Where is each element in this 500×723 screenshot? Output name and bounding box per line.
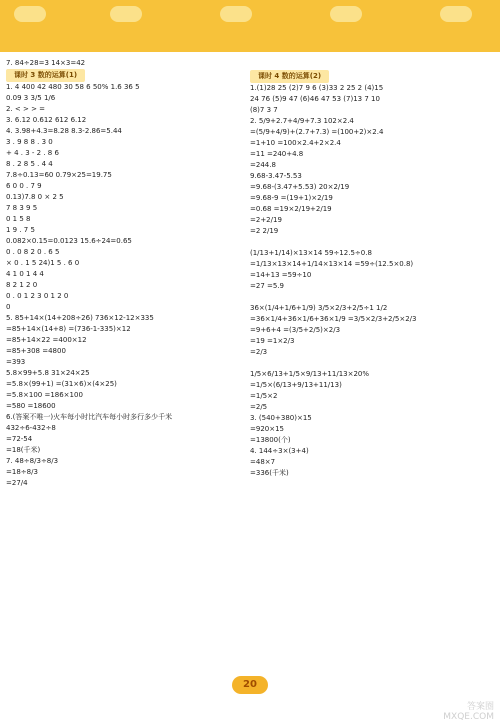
right-answer-line: =27 =5.9 — [250, 282, 284, 290]
left-answer-line: =72-54 — [6, 435, 33, 443]
cloud-icon — [110, 6, 142, 22]
right-answer-line: (1/13+1/14)×13×14 59÷12.5÷0.8 — [250, 249, 372, 257]
right-answer-line: 3. (540+380)×15 — [250, 414, 312, 422]
answer-content — [0, 52, 500, 723]
left-answer-line: =85+14×(14+8) =(736-1-335)×12 — [6, 325, 131, 333]
left-answer-line: 4. 3.98+4.3=8.28 8.3-2.86=5.44 — [6, 127, 122, 135]
cloud-icon — [330, 6, 362, 22]
right-answer-line: 1.(1)28 25 (2)7 9 6 (3)33 2 25 2 (4)15 — [250, 84, 384, 92]
right-answer-line: 9.68-3.47-5.53 — [250, 172, 302, 180]
right-answer-line: =2+2/19 — [250, 216, 282, 224]
right-answer-line: =14+13 =59÷10 — [250, 271, 312, 279]
right-answer-line: =1+10 =100×2.4+2×2.4 — [250, 139, 341, 147]
left-answer-line: 7. 84÷28=3 14×3=42 — [6, 59, 86, 67]
right-answer-line: =920×15 — [250, 425, 284, 433]
right-answer-line: 2. 5/9+2.7+4/9+7.3 102×2.4 — [250, 117, 354, 125]
right-answer-line: 36×(1/4+1/6+1/9) 3/5×2/3+2/5÷1 1/2 — [250, 304, 388, 312]
right-answer-line: =9+6+4 =(3/5+2/5)×2/3 — [250, 326, 341, 334]
left-answer-line: =18÷8/3 — [6, 468, 38, 476]
left-answer-line: + 4 . 3 - 2 . 8 6 — [6, 149, 59, 157]
left-answer-line: 8 2 1 2 0 — [6, 281, 38, 289]
left-answer-line: 0 — [6, 303, 11, 311]
lesson-header: 课时 3 数的运算(1) — [6, 69, 85, 82]
left-answer-line: 3. 6.12 0.612 612 6.12 — [6, 116, 87, 124]
left-answer-line: =18(千米) — [6, 446, 41, 454]
left-answer-line: =5.8×(99+1) =(31×6)×(4×25) — [6, 380, 117, 388]
right-answer-line: =1/5×(6/13+9/13+11/13) — [250, 381, 342, 389]
left-answer-line: 0.082×0.15=0.0123 15.6÷24=0.65 — [6, 237, 132, 245]
right-answer-line: (8)7 3 7 — [250, 106, 278, 114]
left-answer-line: 0 . 0 8 2 0 . 6 5 — [6, 248, 60, 256]
left-answer-line: 432÷6-432÷8 — [6, 424, 56, 432]
left-answer-line: =27/4 — [6, 479, 28, 487]
right-answer-line: =19 =1×2/3 — [250, 337, 295, 345]
left-answer-line: 0.13)7.8 0 × 2 5 — [6, 193, 64, 201]
right-answer-line — [250, 70, 495, 83]
top-banner — [0, 0, 500, 52]
right-answer-line: 4. 144÷3×(3+4) — [250, 447, 309, 455]
right-answer-line: =(5/9+4/9)+(2.7+7.3) =(100+2)×2.4 — [250, 128, 384, 136]
left-answer-line: 7.8÷0.13=60 0.79×25=19.75 — [6, 171, 112, 179]
right-answer-line: =13800(个) — [250, 436, 291, 444]
left-answer-line: 7 8 3 9 5 — [6, 204, 38, 212]
left-answer-line: 7. 48÷8/3÷8/3 — [6, 457, 59, 465]
left-answer-line: 6 0 0 . 7 9 — [6, 182, 42, 190]
left-answer-line: 4 1 0 1 4 4 — [6, 270, 44, 278]
cloud-icon — [14, 6, 46, 22]
right-answer-line: 1/5×6/13+1/5×9/13+11/13×20% — [250, 370, 370, 378]
right-column — [250, 70, 495, 479]
right-answer-line: 24 76 (5)9 47 (6)46 47 53 (7)13 7 10 — [250, 95, 380, 103]
right-answer-line: =1/13×13×14+1/14×13×14 =59÷(12.5×0.8) — [250, 260, 414, 268]
cloud-icon — [440, 6, 472, 22]
right-answer-line: =1/5×2 — [250, 392, 278, 400]
left-answer-line: 3 . 9 8 8 . 3 0 — [6, 138, 53, 146]
right-answer-line: =2/3 — [250, 348, 268, 356]
right-answer-line: =244.8 — [250, 161, 276, 169]
right-answer-line: =336(千米) — [250, 469, 289, 477]
right-answer-line: =9.68-9 =(19+1)×2/19 — [250, 194, 333, 202]
left-answer-line: =5.8×100 =186×100 — [6, 391, 83, 399]
lesson-header: 课时 4 数的运算(2) — [250, 70, 329, 83]
left-answer-line: 0 . 0 1 2 3 0 1 2 0 — [6, 292, 69, 300]
left-answer-line: 1 9 . 7 5 — [6, 226, 35, 234]
left-answer-line: 0.09 3 3/5 1/6 — [6, 94, 56, 102]
left-answer-line: × 0 . 1 5 24)1 5 . 6 0 — [6, 259, 80, 267]
left-answer-line: =85+308 =4800 — [6, 347, 66, 355]
right-answer-line: =48×7 — [250, 458, 276, 466]
right-answer-line: =9.68-(3.47+5.53) 20×2/19 — [250, 183, 350, 191]
left-answer-line: 6.(答案不唯一)火车每小时比汽车每小时多行多少千米 — [6, 413, 173, 421]
right-answer-line: =0.68 =19×2/19+2/19 — [250, 205, 332, 213]
left-answer-line: 8 . 2 8 5 . 4 4 — [6, 160, 53, 168]
right-answer-line — [250, 358, 495, 369]
left-answer-line: =580 =18600 — [6, 402, 56, 410]
watermark: 答案圈 MXQE.COM — [443, 702, 494, 722]
left-answer-line: 5. 85+14×(14+208÷26) 736×12-12×335 — [6, 314, 154, 322]
left-answer-line: 5.8×99+5.8 31×24×25 — [6, 369, 90, 377]
right-answer-line: =11 =240+4.8 — [250, 150, 304, 158]
right-answer-line — [250, 237, 495, 248]
left-answer-line — [6, 69, 236, 82]
page-number-badge: 20 — [232, 676, 268, 694]
right-answer-line — [250, 292, 495, 303]
left-answer-line: =85+14×22 =400×12 — [6, 336, 87, 344]
right-answer-line: =36×1/4+36×1/6+36×1/9 =3/5×2/3+2/5×2/3 — [250, 315, 417, 323]
left-answer-line: 2. < > > = — [6, 105, 46, 113]
right-answer-line: =2 2/19 — [250, 227, 279, 235]
left-answer-line: 1. 4 400 42 480 30 58 6 50% 1.6 36 5 — [6, 83, 140, 91]
left-answer-line: 0 1 5 8 — [6, 215, 31, 223]
left-answer-line: =393 — [6, 358, 26, 366]
cloud-icon — [220, 6, 252, 22]
right-answer-line: =2/5 — [250, 403, 268, 411]
left-column — [6, 58, 236, 489]
